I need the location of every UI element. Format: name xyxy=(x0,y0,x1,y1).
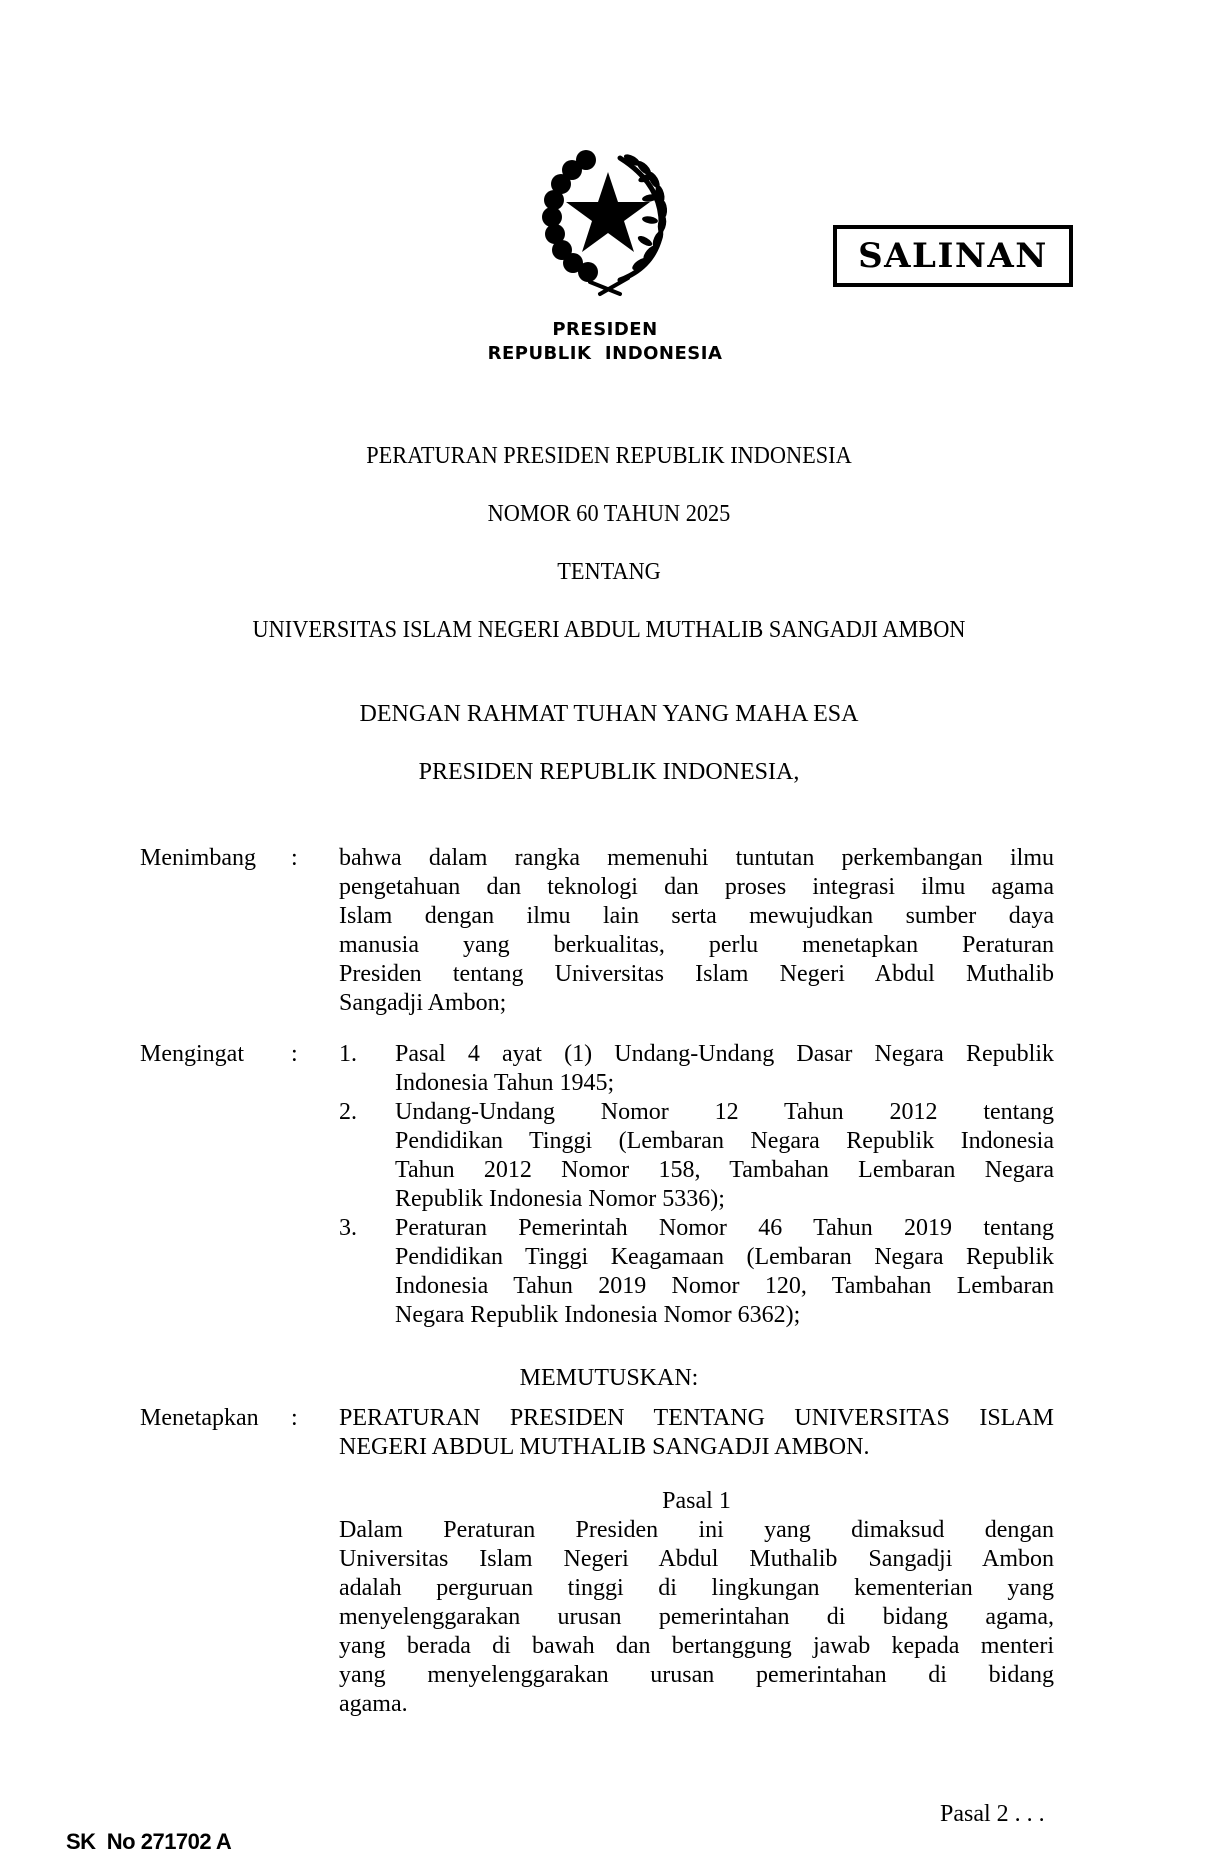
menetapkan-line: PERATURAN PRESIDEN TENTANG UNIVERSITAS ISLAM xyxy=(339,1405,1054,1431)
pasal-1-line: menyelenggarakan urusan pemerintahan di bidang agama, xyxy=(339,1604,1054,1630)
menetapkan-label: Menetapkan xyxy=(140,1405,259,1431)
mengingat-item-3 xyxy=(395,1214,1054,1330)
regulation-number: NOMOR 60 TAHUN 2025 xyxy=(487,501,731,527)
regulation-subject: UNIVERSITAS ISLAM NEGERI ABDUL MUTHALIB SANGADJI AMBON xyxy=(252,617,966,643)
regulation-tentang: TENTANG xyxy=(557,559,661,585)
menimbang-line: Sangadji Ambon; xyxy=(339,990,507,1016)
mengingat-line: Indonesia Tahun 2019 Nomor 120, Tambahan Lembaran xyxy=(395,1273,1054,1299)
mengingat-item-number: 2. xyxy=(339,1099,357,1125)
menimbang-line: Islam dengan ilmu lain serta mewujudkan sumber daya xyxy=(339,903,1054,929)
mengingat-line: Peraturan Pemerintah Nomor 46 Tahun 2019 tentang xyxy=(395,1215,1054,1241)
pasal-1-line: yang menyelenggarakan urusan pemerintahan di bidang xyxy=(339,1662,1054,1688)
invocation-heading: DENGAN RAHMAT TUHAN YANG MAHA ESA xyxy=(359,701,859,727)
pasal-1-text xyxy=(339,1516,1054,1719)
mengingat-item-number: 1. xyxy=(339,1041,357,1067)
regulation-title: PERATURAN PRESIDEN REPUBLIK INDONESIA xyxy=(366,443,852,469)
menimbang-line: bahwa dalam rangka memenuhi tuntutan perkembangan ilmu xyxy=(339,845,1054,871)
memutuskan-heading: MEMUTUSKAN: xyxy=(519,1365,699,1391)
mengingat-item-1 xyxy=(395,1040,1054,1098)
next-page-indicator: Pasal 2 . . . xyxy=(940,1801,1045,1827)
pasal-1-line: adalah perguruan tinggi di lingkungan kementerian yang xyxy=(339,1575,1054,1601)
pasal-1-line: yang berada di bawah dan bertanggung jawab kepada menteri xyxy=(339,1633,1054,1659)
emblem-caption-presiden: PRESIDEN xyxy=(552,319,658,340)
president-heading: PRESIDEN REPUBLIK INDONESIA, xyxy=(418,759,800,785)
pasal-1-heading: Pasal 1 xyxy=(662,1488,731,1514)
mengingat-line: Pendidikan Tinggi (Lembaran Negara Republik Indonesia xyxy=(395,1128,1054,1154)
mengingat-item-number: 3. xyxy=(339,1215,357,1241)
pasal-1-line: Universitas Islam Negeri Abdul Muthalib Sangadji Ambon xyxy=(339,1546,1054,1572)
menetapkan-line: NEGERI ABDUL MUTHALIB SANGADJI AMBON. xyxy=(339,1434,870,1460)
menimbang-colon: : xyxy=(291,845,298,871)
salinan-stamp xyxy=(833,225,1073,287)
mengingat-line: Pendidikan Tinggi Keagamaan (Lembaran Negara Republik xyxy=(395,1244,1054,1270)
menimbang-line: pengetahuan dan teknologi dan proses integrasi ilmu agama xyxy=(339,874,1054,900)
mengingat-line: Negara Republik Indonesia Nomor 6362); xyxy=(395,1302,801,1328)
menimbang-line: Presiden tentang Universitas Islam Negeri Abdul Muthalib xyxy=(339,961,1054,987)
emblem-caption-republik: REPUBLIK INDONESIA xyxy=(487,343,723,364)
menimbang-line: manusia yang berkualitas, perlu menetapkan Peraturan xyxy=(339,932,1054,958)
salinan-stamp-label: SALINAN xyxy=(858,236,1048,276)
mengingat-line: Indonesia Tahun 1945; xyxy=(395,1070,615,1096)
mengingat-colon: : xyxy=(291,1041,298,1067)
mengingat-line: Tahun 2012 Nomor 158, Tambahan Lembaran Negara xyxy=(395,1157,1054,1183)
menetapkan-text xyxy=(339,1404,1054,1462)
pasal-1-line: agama. xyxy=(339,1691,408,1717)
pasal-1-line: Dalam Peraturan Presiden ini yang dimaksud dengan xyxy=(339,1517,1054,1543)
mengingat-line: Republik Indonesia Nomor 5336); xyxy=(395,1186,725,1212)
presidential-emblem-icon xyxy=(528,138,688,298)
menimbang-label: Menimbang xyxy=(140,845,256,871)
mengingat-line: Undang-Undang Nomor 12 Tahun 2012 tentang xyxy=(395,1099,1054,1125)
menetapkan-colon: : xyxy=(291,1405,298,1431)
mengingat-label: Mengingat xyxy=(140,1041,244,1067)
mengingat-item-2 xyxy=(395,1098,1054,1214)
menimbang-text xyxy=(339,844,1054,1018)
mengingat-line: Pasal 4 ayat (1) Undang-Undang Dasar Negara Republik xyxy=(395,1041,1054,1067)
sk-number: SK No 271702 A xyxy=(66,1829,232,1854)
